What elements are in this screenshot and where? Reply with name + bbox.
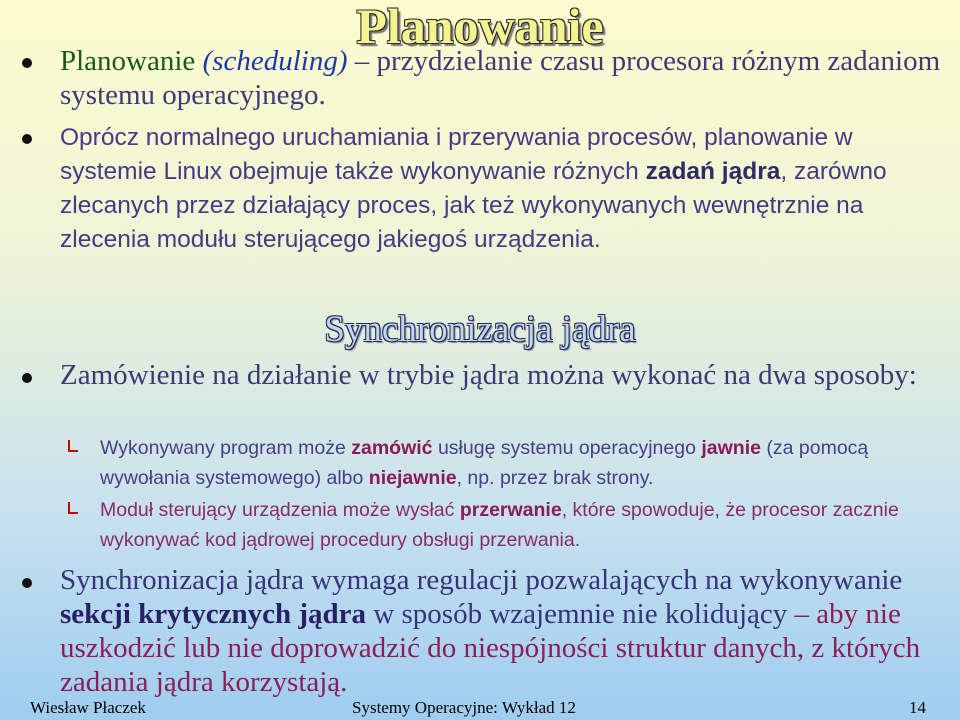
footer-course: Systemy Operacyjne: Wykład 12: [352, 698, 576, 717]
paragraph-linux-scheduling: [60, 121, 945, 257]
paragraph-kernel-request: Zamówienie na działanie w trybie jądra można wykonać na dwa sposoby:: [60, 359, 917, 391]
emphasis-niejawnie: niejawnie: [368, 467, 457, 489]
paragraph-scheduling-definition: [60, 44, 945, 112]
footer-page-number: 14: [909, 698, 926, 717]
bullet-icon: [22, 58, 32, 68]
text-segment: , które spowoduje, że procesor zacznie wykonywać kod jądrowej procedury obsługi przerwania.: [100, 499, 899, 551]
subpoint-explicit-implicit: [100, 433, 950, 493]
arrow-bullet-icon: [68, 502, 78, 514]
slide-title: Planowanie: [356, 0, 604, 54]
paragraph-synchronization: [60, 563, 945, 699]
text-segment: usługę systemu operacyjnego: [432, 437, 702, 459]
arrow-bullet-icon: [68, 440, 78, 452]
term-planowanie: Planowanie: [60, 45, 196, 77]
text-segment: Moduł sterujący urządzenia może wysłać: [100, 499, 460, 521]
section-heading: Synchronizacja jądra: [324, 309, 636, 350]
text-segment: , zarówno zlecanych przez działający proces, jak też wykonywanych wewnętrznie na zlecenia modułu sterującego jakiegoś urządzenia.: [60, 158, 887, 253]
footer-author: Wiesław Płaczek: [30, 698, 146, 717]
definition-text: – przydzielanie czasu procesora różnym zadaniom systemu operacyjnego.: [60, 45, 941, 111]
subpoint-interrupt: [100, 495, 950, 555]
text-segment: w sposób wzajemnie nie kolidujący: [366, 598, 795, 630]
text-segment: (za pomocą wywołania systemowego) albo: [100, 437, 869, 489]
bullet-icon: [22, 134, 32, 144]
bullet-icon: [22, 373, 32, 383]
emphasis-sekcje-krytyczne: sekcji krytycznych jądra: [60, 598, 367, 630]
text-segment: Oprócz normalnego uruchamiania i przerywania procesów, planowanie w systemie Linux obejmuje także wykonywanie różnych: [60, 124, 853, 185]
emphasis-zamowic: zamówić: [351, 437, 433, 459]
emphasis-przerwanie: przerwanie: [459, 499, 562, 521]
text-segment: Synchronizacja jądra wymaga regulacji pozwalających na wykonywanie: [60, 564, 903, 596]
term-scheduling: (scheduling): [202, 45, 348, 77]
bullet-icon: [22, 578, 32, 588]
emphasis-jawnie: jawnie: [701, 437, 761, 459]
text-segment: Wykonywany program może: [100, 437, 352, 459]
emphasis-zadania-jadra: zadań jądra: [645, 158, 781, 185]
text-segment: , np. przez brak strony.: [456, 467, 654, 489]
text-segment: – aby nie uszkodzić lub nie doprowadzić do niespójności struktur danych, z których zadania jądra korzystają.: [60, 598, 921, 698]
